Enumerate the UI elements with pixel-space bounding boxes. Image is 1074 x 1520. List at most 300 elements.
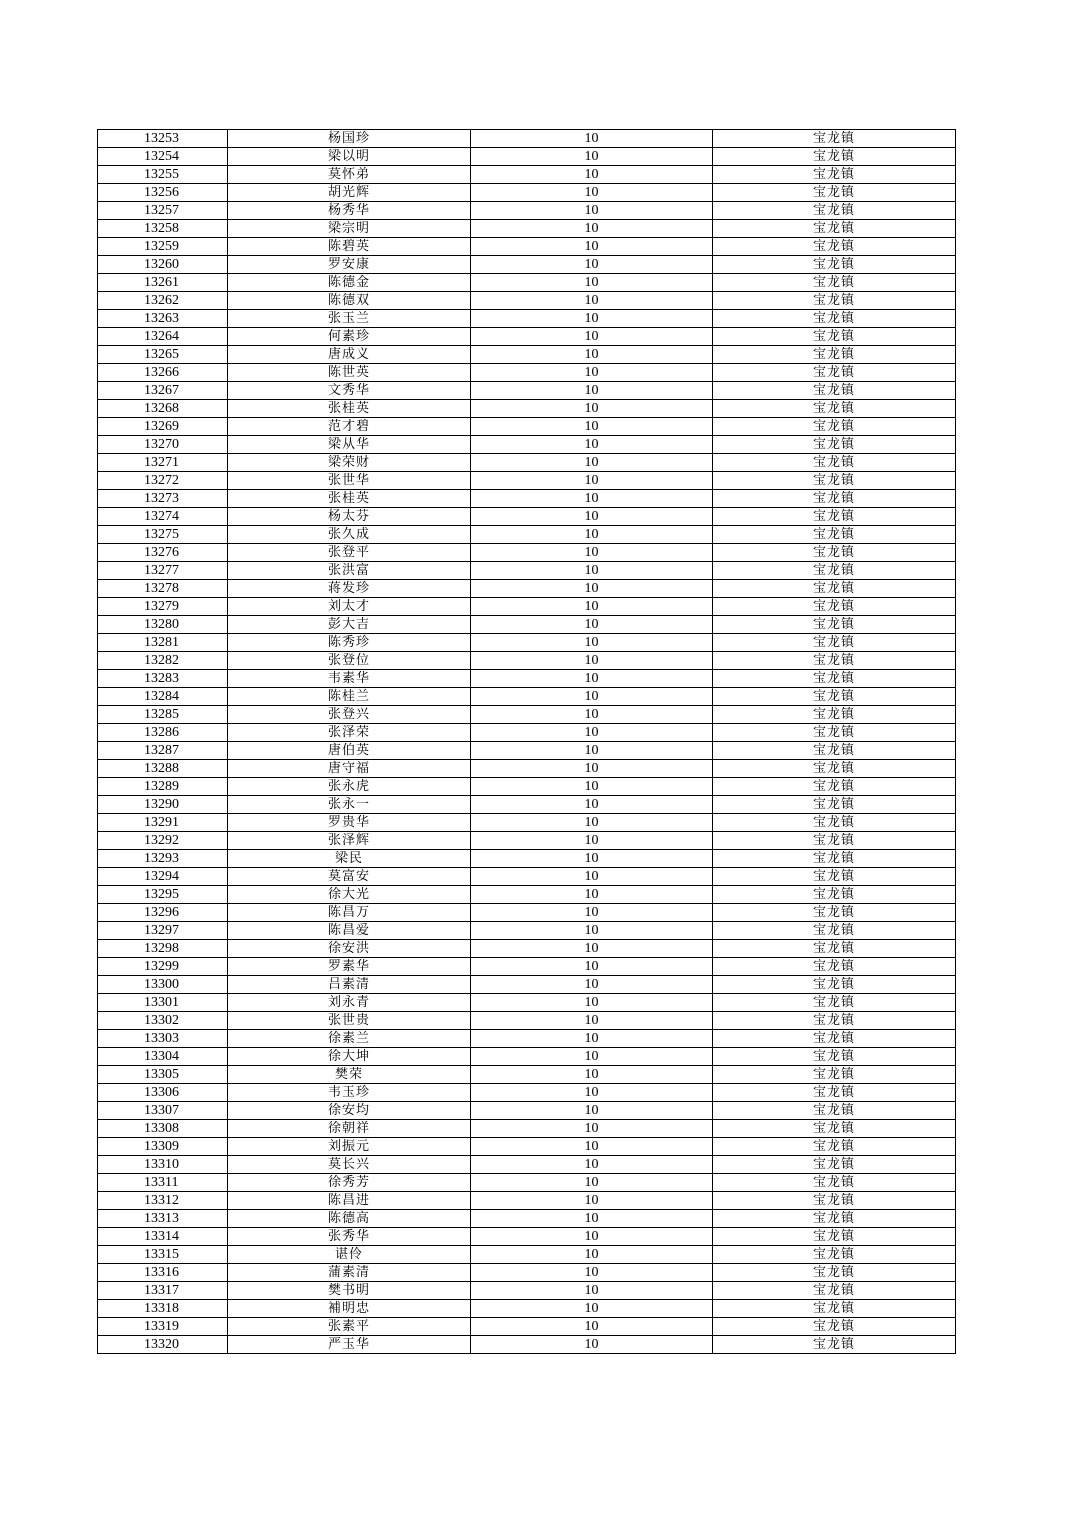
row-number-cell: 13265 <box>98 346 228 364</box>
town-cell: 宝龙镇 <box>713 1282 956 1300</box>
town-cell: 宝龙镇 <box>713 1210 956 1228</box>
table-row <box>98 382 956 400</box>
value-cell: 10 <box>471 850 713 868</box>
value-cell: 10 <box>471 922 713 940</box>
value-cell: 10 <box>471 598 713 616</box>
town-cell: 宝龙镇 <box>713 544 956 562</box>
table-row <box>98 508 956 526</box>
value-cell: 10 <box>471 1102 713 1120</box>
town-cell: 宝龙镇 <box>713 796 956 814</box>
name-cell: 罗贵华 <box>228 814 471 832</box>
table-row <box>98 130 956 148</box>
table-row <box>98 1174 956 1192</box>
value-cell: 10 <box>471 940 713 958</box>
town-cell: 宝龙镇 <box>713 976 956 994</box>
town-cell: 宝龙镇 <box>713 454 956 472</box>
table-row <box>98 1138 956 1156</box>
name-cell: 陈碧英 <box>228 238 471 256</box>
town-cell: 宝龙镇 <box>713 346 956 364</box>
name-cell: 杨国珍 <box>228 130 471 148</box>
table-row <box>98 436 956 454</box>
table-row <box>98 940 956 958</box>
value-cell: 10 <box>471 1300 713 1318</box>
row-number-cell: 13312 <box>98 1192 228 1210</box>
value-cell: 10 <box>471 544 713 562</box>
name-cell: 莫富安 <box>228 868 471 886</box>
table-row <box>98 256 956 274</box>
value-cell: 10 <box>471 1084 713 1102</box>
name-cell: 梁宗明 <box>228 220 471 238</box>
town-cell: 宝龙镇 <box>713 1012 956 1030</box>
value-cell: 10 <box>471 184 713 202</box>
name-cell: 陈世英 <box>228 364 471 382</box>
row-number-cell: 13279 <box>98 598 228 616</box>
name-cell: 徐安洪 <box>228 940 471 958</box>
row-number-cell: 13272 <box>98 472 228 490</box>
name-cell: 韦玉珍 <box>228 1084 471 1102</box>
name-cell: 梁民 <box>228 850 471 868</box>
town-cell: 宝龙镇 <box>713 310 956 328</box>
value-cell: 10 <box>471 1318 713 1336</box>
town-cell: 宝龙镇 <box>713 1246 956 1264</box>
value-cell: 10 <box>471 418 713 436</box>
town-cell: 宝龙镇 <box>713 1138 956 1156</box>
value-cell: 10 <box>471 994 713 1012</box>
table-row <box>98 166 956 184</box>
name-cell: 文秀华 <box>228 382 471 400</box>
name-cell: 张登平 <box>228 544 471 562</box>
name-cell: 徐大坤 <box>228 1048 471 1066</box>
town-cell: 宝龙镇 <box>713 778 956 796</box>
value-cell: 10 <box>471 958 713 976</box>
table-row <box>98 1030 956 1048</box>
name-cell: 梁荣财 <box>228 454 471 472</box>
table-row <box>98 922 956 940</box>
town-cell: 宝龙镇 <box>713 562 956 580</box>
row-number-cell: 13275 <box>98 526 228 544</box>
name-cell: 陈德高 <box>228 1210 471 1228</box>
name-cell: 梁以明 <box>228 148 471 166</box>
town-cell: 宝龙镇 <box>713 814 956 832</box>
table-row <box>98 850 956 868</box>
name-cell: 徐秀芳 <box>228 1174 471 1192</box>
row-number-cell: 13278 <box>98 580 228 598</box>
table-row <box>98 202 956 220</box>
row-number-cell: 13299 <box>98 958 228 976</box>
table-row <box>98 904 956 922</box>
town-cell: 宝龙镇 <box>713 994 956 1012</box>
name-cell: 罗安康 <box>228 256 471 274</box>
row-number-cell: 13273 <box>98 490 228 508</box>
row-number-cell: 13289 <box>98 778 228 796</box>
name-cell: 彭大吉 <box>228 616 471 634</box>
name-cell: 陈昌爱 <box>228 922 471 940</box>
table-row <box>98 760 956 778</box>
table-row <box>98 400 956 418</box>
town-cell: 宝龙镇 <box>713 1102 956 1120</box>
row-number-cell: 13267 <box>98 382 228 400</box>
value-cell: 10 <box>471 904 713 922</box>
town-cell: 宝龙镇 <box>713 760 956 778</box>
town-cell: 宝龙镇 <box>713 886 956 904</box>
town-cell: 宝龙镇 <box>713 1066 956 1084</box>
town-cell: 宝龙镇 <box>713 868 956 886</box>
row-number-cell: 13317 <box>98 1282 228 1300</box>
row-number-cell: 13261 <box>98 274 228 292</box>
town-cell: 宝龙镇 <box>713 742 956 760</box>
row-number-cell: 13256 <box>98 184 228 202</box>
town-cell: 宝龙镇 <box>713 274 956 292</box>
name-cell: 陈秀珍 <box>228 634 471 652</box>
name-cell: 徐安均 <box>228 1102 471 1120</box>
name-cell: 张洪富 <box>228 562 471 580</box>
value-cell: 10 <box>471 814 713 832</box>
name-cell: 蒲素清 <box>228 1264 471 1282</box>
value-cell: 10 <box>471 508 713 526</box>
town-cell: 宝龙镇 <box>713 706 956 724</box>
town-cell: 宝龙镇 <box>713 1300 956 1318</box>
name-cell: 张泽辉 <box>228 832 471 850</box>
value-cell: 10 <box>471 832 713 850</box>
row-number-cell: 13266 <box>98 364 228 382</box>
value-cell: 10 <box>471 382 713 400</box>
table-row <box>98 1084 956 1102</box>
value-cell: 10 <box>471 742 713 760</box>
value-cell: 10 <box>471 1210 713 1228</box>
town-cell: 宝龙镇 <box>713 1192 956 1210</box>
row-number-cell: 13254 <box>98 148 228 166</box>
table-row <box>98 220 956 238</box>
row-number-cell: 13288 <box>98 760 228 778</box>
name-cell: 张玉兰 <box>228 310 471 328</box>
town-cell: 宝龙镇 <box>713 1264 956 1282</box>
row-number-cell: 13307 <box>98 1102 228 1120</box>
table-row <box>98 634 956 652</box>
row-number-cell: 13309 <box>98 1138 228 1156</box>
table-row <box>98 1300 956 1318</box>
data-table <box>97 129 956 1354</box>
town-cell: 宝龙镇 <box>713 1174 956 1192</box>
value-cell: 10 <box>471 670 713 688</box>
table-row <box>98 148 956 166</box>
table-row <box>98 1066 956 1084</box>
name-cell: 唐守福 <box>228 760 471 778</box>
town-cell: 宝龙镇 <box>713 580 956 598</box>
table-row <box>98 1228 956 1246</box>
row-number-cell: 13280 <box>98 616 228 634</box>
row-number-cell: 13313 <box>98 1210 228 1228</box>
name-cell: 严玉华 <box>228 1336 471 1354</box>
row-number-cell: 13310 <box>98 1156 228 1174</box>
name-cell: 张桂英 <box>228 490 471 508</box>
town-cell: 宝龙镇 <box>713 1156 956 1174</box>
name-cell: 陈桂兰 <box>228 688 471 706</box>
name-cell: 张永虎 <box>228 778 471 796</box>
table-row <box>98 1318 956 1336</box>
value-cell: 10 <box>471 1228 713 1246</box>
value-cell: 10 <box>471 472 713 490</box>
table-row <box>98 1012 956 1030</box>
town-cell: 宝龙镇 <box>713 436 956 454</box>
value-cell: 10 <box>471 364 713 382</box>
value-cell: 10 <box>471 202 713 220</box>
row-number-cell: 13283 <box>98 670 228 688</box>
row-number-cell: 13311 <box>98 1174 228 1192</box>
town-cell: 宝龙镇 <box>713 832 956 850</box>
value-cell: 10 <box>471 310 713 328</box>
value-cell: 10 <box>471 1264 713 1282</box>
name-cell: 张登位 <box>228 652 471 670</box>
name-cell: 梁从华 <box>228 436 471 454</box>
town-cell: 宝龙镇 <box>713 724 956 742</box>
value-cell: 10 <box>471 1030 713 1048</box>
value-cell: 10 <box>471 292 713 310</box>
value-cell: 10 <box>471 634 713 652</box>
table-row <box>98 1210 956 1228</box>
value-cell: 10 <box>471 706 713 724</box>
town-cell: 宝龙镇 <box>713 1228 956 1246</box>
town-cell: 宝龙镇 <box>713 616 956 634</box>
value-cell: 10 <box>471 400 713 418</box>
table-row <box>98 364 956 382</box>
town-cell: 宝龙镇 <box>713 598 956 616</box>
row-number-cell: 13291 <box>98 814 228 832</box>
name-cell: 张世华 <box>228 472 471 490</box>
row-number-cell: 13262 <box>98 292 228 310</box>
value-cell: 10 <box>471 1336 713 1354</box>
name-cell: 张桂英 <box>228 400 471 418</box>
value-cell: 10 <box>471 1120 713 1138</box>
value-cell: 10 <box>471 526 713 544</box>
row-number-cell: 13285 <box>98 706 228 724</box>
town-cell: 宝龙镇 <box>713 220 956 238</box>
value-cell: 10 <box>471 760 713 778</box>
value-cell: 10 <box>471 580 713 598</box>
value-cell: 10 <box>471 616 713 634</box>
name-cell: 张世贵 <box>228 1012 471 1030</box>
row-number-cell: 13290 <box>98 796 228 814</box>
table-row <box>98 778 956 796</box>
name-cell: 樊书明 <box>228 1282 471 1300</box>
row-number-cell: 13257 <box>98 202 228 220</box>
row-number-cell: 13318 <box>98 1300 228 1318</box>
town-cell: 宝龙镇 <box>713 472 956 490</box>
value-cell: 10 <box>471 1066 713 1084</box>
row-number-cell: 13300 <box>98 976 228 994</box>
row-number-cell: 13303 <box>98 1030 228 1048</box>
value-cell: 10 <box>471 1138 713 1156</box>
town-cell: 宝龙镇 <box>713 526 956 544</box>
name-cell: 莫长兴 <box>228 1156 471 1174</box>
town-cell: 宝龙镇 <box>713 922 956 940</box>
town-cell: 宝龙镇 <box>713 670 956 688</box>
row-number-cell: 13320 <box>98 1336 228 1354</box>
name-cell: 张永一 <box>228 796 471 814</box>
table-row <box>98 562 956 580</box>
row-number-cell: 13270 <box>98 436 228 454</box>
row-number-cell: 13264 <box>98 328 228 346</box>
value-cell: 10 <box>471 436 713 454</box>
row-number-cell: 13294 <box>98 868 228 886</box>
row-number-cell: 13277 <box>98 562 228 580</box>
table-row <box>98 868 956 886</box>
table-row <box>98 724 956 742</box>
value-cell: 10 <box>471 688 713 706</box>
name-cell: 唐伯英 <box>228 742 471 760</box>
value-cell: 10 <box>471 562 713 580</box>
name-cell: 陈德金 <box>228 274 471 292</box>
value-cell: 10 <box>471 1048 713 1066</box>
row-number-cell: 13298 <box>98 940 228 958</box>
value-cell: 10 <box>471 1246 713 1264</box>
name-cell: 補明忠 <box>228 1300 471 1318</box>
table-row <box>98 1246 956 1264</box>
table-row <box>98 310 956 328</box>
row-number-cell: 13296 <box>98 904 228 922</box>
row-number-cell: 13304 <box>98 1048 228 1066</box>
table-row <box>98 814 956 832</box>
name-cell: 莫怀弟 <box>228 166 471 184</box>
row-number-cell: 13319 <box>98 1318 228 1336</box>
town-cell: 宝龙镇 <box>713 364 956 382</box>
name-cell: 唐成义 <box>228 346 471 364</box>
town-cell: 宝龙镇 <box>713 400 956 418</box>
row-number-cell: 13306 <box>98 1084 228 1102</box>
value-cell: 10 <box>471 652 713 670</box>
table-row <box>98 742 956 760</box>
row-number-cell: 13286 <box>98 724 228 742</box>
value-cell: 10 <box>471 886 713 904</box>
name-cell: 刘振元 <box>228 1138 471 1156</box>
table-row <box>98 454 956 472</box>
table-row <box>98 1264 956 1282</box>
name-cell: 吕素清 <box>228 976 471 994</box>
name-cell: 徐朝祥 <box>228 1120 471 1138</box>
town-cell: 宝龙镇 <box>713 1084 956 1102</box>
table-row <box>98 544 956 562</box>
row-number-cell: 13295 <box>98 886 228 904</box>
name-cell: 何素珍 <box>228 328 471 346</box>
value-cell: 10 <box>471 1156 713 1174</box>
table-row <box>98 292 956 310</box>
name-cell: 范才碧 <box>228 418 471 436</box>
name-cell: 谌伶 <box>228 1246 471 1264</box>
table-row <box>98 670 956 688</box>
row-number-cell: 13282 <box>98 652 228 670</box>
value-cell: 10 <box>471 454 713 472</box>
value-cell: 10 <box>471 130 713 148</box>
table-row <box>98 472 956 490</box>
town-cell: 宝龙镇 <box>713 1336 956 1354</box>
value-cell: 10 <box>471 220 713 238</box>
name-cell: 杨太芬 <box>228 508 471 526</box>
value-cell: 10 <box>471 238 713 256</box>
town-cell: 宝龙镇 <box>713 148 956 166</box>
table-row <box>98 238 956 256</box>
name-cell: 徐素兰 <box>228 1030 471 1048</box>
row-number-cell: 13255 <box>98 166 228 184</box>
name-cell: 张登兴 <box>228 706 471 724</box>
value-cell: 10 <box>471 868 713 886</box>
town-cell: 宝龙镇 <box>713 904 956 922</box>
name-cell: 刘永青 <box>228 994 471 1012</box>
town-cell: 宝龙镇 <box>713 166 956 184</box>
row-number-cell: 13271 <box>98 454 228 472</box>
table-row <box>98 652 956 670</box>
row-number-cell: 13305 <box>98 1066 228 1084</box>
town-cell: 宝龙镇 <box>713 382 956 400</box>
name-cell: 胡光辉 <box>228 184 471 202</box>
value-cell: 10 <box>471 796 713 814</box>
row-number-cell: 13284 <box>98 688 228 706</box>
town-cell: 宝龙镇 <box>713 130 956 148</box>
value-cell: 10 <box>471 1174 713 1192</box>
town-cell: 宝龙镇 <box>713 328 956 346</box>
table-row <box>98 706 956 724</box>
row-number-cell: 13268 <box>98 400 228 418</box>
row-number-cell: 13269 <box>98 418 228 436</box>
row-number-cell: 13253 <box>98 130 228 148</box>
table-row <box>98 886 956 904</box>
row-number-cell: 13308 <box>98 1120 228 1138</box>
town-cell: 宝龙镇 <box>713 418 956 436</box>
row-number-cell: 13301 <box>98 994 228 1012</box>
value-cell: 10 <box>471 976 713 994</box>
table-row <box>98 1192 956 1210</box>
town-cell: 宝龙镇 <box>713 652 956 670</box>
name-cell: 杨秀华 <box>228 202 471 220</box>
name-cell: 罗素华 <box>228 958 471 976</box>
name-cell: 张秀华 <box>228 1228 471 1246</box>
value-cell: 10 <box>471 328 713 346</box>
value-cell: 10 <box>471 148 713 166</box>
town-cell: 宝龙镇 <box>713 238 956 256</box>
table-row <box>98 346 956 364</box>
table-body <box>98 130 956 1354</box>
town-cell: 宝龙镇 <box>713 184 956 202</box>
table-row <box>98 328 956 346</box>
town-cell: 宝龙镇 <box>713 634 956 652</box>
value-cell: 10 <box>471 724 713 742</box>
row-number-cell: 13287 <box>98 742 228 760</box>
name-cell: 张素平 <box>228 1318 471 1336</box>
town-cell: 宝龙镇 <box>713 1048 956 1066</box>
town-cell: 宝龙镇 <box>713 940 956 958</box>
table-row <box>98 526 956 544</box>
table-row <box>98 1336 956 1354</box>
value-cell: 10 <box>471 490 713 508</box>
row-number-cell: 13258 <box>98 220 228 238</box>
table-row <box>98 688 956 706</box>
table-row <box>98 1156 956 1174</box>
value-cell: 10 <box>471 256 713 274</box>
name-cell: 刘太才 <box>228 598 471 616</box>
table-row <box>98 958 956 976</box>
value-cell: 10 <box>471 1282 713 1300</box>
row-number-cell: 13274 <box>98 508 228 526</box>
value-cell: 10 <box>471 778 713 796</box>
town-cell: 宝龙镇 <box>713 490 956 508</box>
name-cell: 樊荣 <box>228 1066 471 1084</box>
value-cell: 10 <box>471 346 713 364</box>
table-row <box>98 1282 956 1300</box>
table-row <box>98 274 956 292</box>
table-row <box>98 598 956 616</box>
name-cell: 陈德双 <box>228 292 471 310</box>
table-row <box>98 1102 956 1120</box>
name-cell: 陈昌万 <box>228 904 471 922</box>
town-cell: 宝龙镇 <box>713 850 956 868</box>
